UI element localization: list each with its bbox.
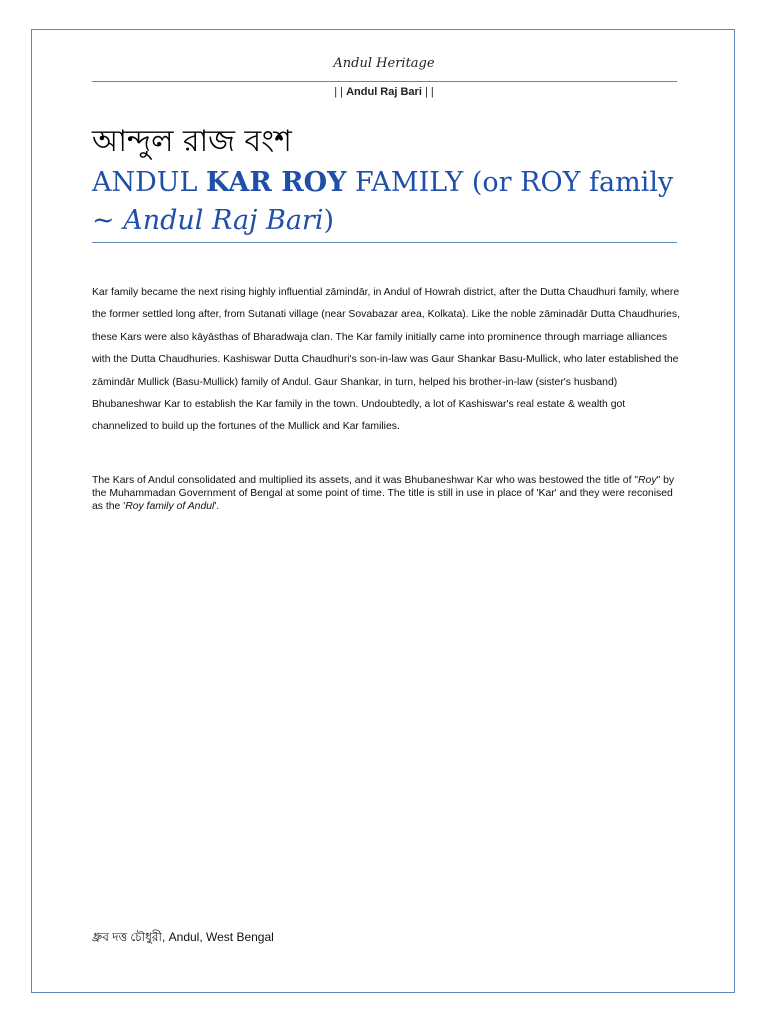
title-part-close: ) [323,205,335,236]
p2-roy-italic: Roy [638,475,657,486]
author-footer [92,929,274,949]
author-name-bengali: ধ্রুব দত্ত চৌধুরী [92,930,162,944]
p2-text-c: " by the Muhammadan Government of Bengal at some point of time. The title is still in use in place of 'Kar' and they were reconised as the ' [92,475,675,512]
p2-text-a: The Kars of Andul consolidated and multiplied its assets, and it was Bhubaneshwar Kar who was bestowed the title of " [92,475,639,486]
title-part-andul: ANDUL [92,167,207,198]
body-paragraph-1: Kar family became the next rising highly influential zāmindār, in Andul of Howrah district, after the Dutta Chaudhuri family, where the former settled long after, from Sutanati village (near Sovabazar area, Kolkata). Like the noble zāminadār Dutta Chaudhuries, these Kars were also kāyāsthas of Bharadwaja clan. The Kar family initially came into prominence through marriage alliances with the Dutta Chaudhuries. Kashiswar Dutta Chaudhuri's son-in-law was Gaur Shankar Basu-Mullick, who later established the zāmindār Mullick (Basu-Mullick) family of Andul. Gaur Shankar, in turn, helped his brother-in-law (sister's husband) Bhubaneshwar Kar to establish the Kar family in the town. Undoubtedly, a lot of Kashiswar's real estate & wealth got channelized to build up the fortunes of the Mullick and Kar families. [92,287,680,433]
header-divider [92,81,677,82]
author-place: , Andul, West Bengal [161,930,274,944]
title-part-family: FAMILY (or ROY family ~ [92,167,674,236]
header-sub-suffix: | | [421,86,434,98]
p2-roy-family-italic: Roy family of Andul [125,501,215,512]
title-divider [92,242,677,243]
running-header-subtitle [0,86,768,98]
title-part-kar-roy: KAR ROY [206,167,347,198]
header-sub-prefix: | | [334,86,347,98]
header-sub-bold: Andul Raj Bari [346,86,422,98]
p2-text-e: '. [214,501,220,512]
body-paragraph-2 [92,474,682,513]
running-header-title: Andul Heritage [333,56,435,71]
page-title [92,164,682,240]
title-part-raj-bari: Andul Raj Bari [123,205,324,236]
bengali-heading: আন্দুল রাজ বংশ [92,124,292,159]
